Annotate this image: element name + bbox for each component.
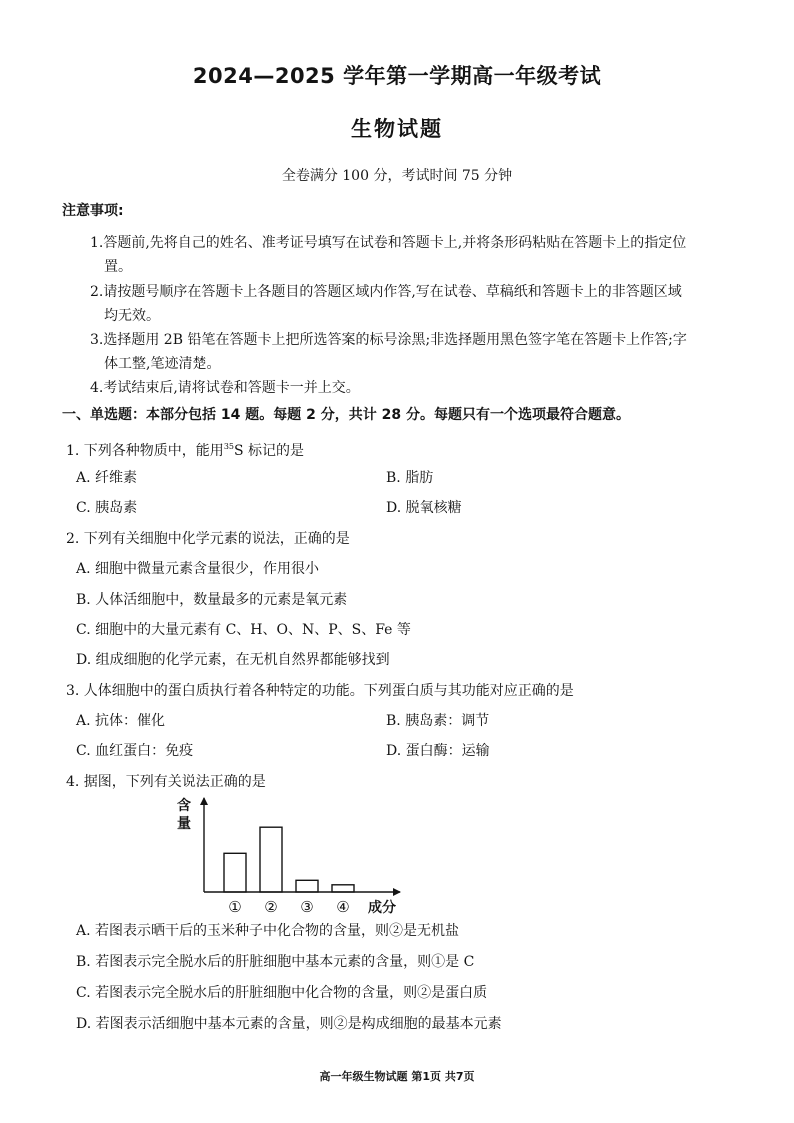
bar-3 <box>296 880 318 892</box>
question-3-option-b: B. 胰岛素：调节 <box>386 713 490 729</box>
question-4-option-b: B. 若图表示完全脱水后的肝脏细胞中基本元素的含量，则①是 C <box>76 954 475 970</box>
question-2-option-a: A. 细胞中微量元素含量很少，作用很小 <box>76 561 320 577</box>
notice-item-3-line-2: 体工整,笔迹清楚。 <box>104 356 221 372</box>
question-1-option-d: D. 脱氧核糖 <box>386 500 462 516</box>
notice-item-2-line-1: 2.请按题号顺序在答题卡上各题目的答题区域内作答,写在试卷、草稿纸和答题卡上的非答题区域 <box>90 284 682 300</box>
bar-1 <box>224 853 246 892</box>
question-1-option-a: A. 纤维素 <box>76 470 138 486</box>
exam-title: 2024—2025 学年第一学期高一年级考试 <box>192 64 602 88</box>
bar-2 <box>260 827 282 892</box>
x-axis-label: 成分 <box>368 900 396 916</box>
category-label-1: ① <box>228 898 242 916</box>
page-footer: 高一年级生物试题 第1页 共7页 <box>319 1070 475 1083</box>
exam-info: 全卷满分 100 分，考试时间 75 分钟 <box>281 168 513 184</box>
category-label-4: ④ <box>336 898 350 916</box>
question-4-bar-chart <box>170 792 420 920</box>
notice-item-1-line-1: 1.答题前,先将自己的姓名、准考证号填写在试卷和答题卡上,并将条形码粘贴在答题卡上的指定位 <box>90 235 687 251</box>
question-3-stem: 3. 人体细胞中的蛋白质执行着各种特定的功能。下列蛋白质与其功能对应正确的是 <box>66 683 574 699</box>
section-heading: 一、单选题：本部分包括 14 题。每题 2 分，共计 28 分。每题只有一个选项最符合题意。 <box>62 407 630 423</box>
question-4-option-a: A. 若图表示晒干后的玉米种子中化合物的含量，则②是无机盐 <box>76 923 460 939</box>
svg-text:量: 量 <box>177 816 191 832</box>
notice-item-2-line-2: 均无效。 <box>104 308 160 324</box>
question-2-option-b: B. 人体活细胞中，数量最多的元素是氧元素 <box>76 592 348 608</box>
bar-4 <box>332 885 354 892</box>
svg-text:含: 含 <box>177 798 191 814</box>
subject-title: 生物试题 <box>351 117 443 141</box>
question-2-option-c: C. 细胞中的大量元素有 C、H、O、N、P、S、Fe 等 <box>76 622 411 638</box>
question-2-stem: 2. 下列有关细胞中化学元素的说法，正确的是 <box>66 531 350 547</box>
question-1-option-c: C. 胰岛素 <box>76 500 138 516</box>
category-label-3: ③ <box>300 898 314 916</box>
category-label-2: ② <box>264 898 278 916</box>
question-4-option-d: D. 若图表示活细胞中基本元素的含量，则②是构成细胞的最基本元素 <box>76 1016 502 1032</box>
question-1-stem: 1. 下列各种物质中，能用$^{35}$S 标记的是 <box>66 442 305 459</box>
y-axis-label <box>177 797 191 832</box>
question-2-option-d: D. 组成细胞的化学元素，在无机自然界都能够找到 <box>76 652 390 668</box>
question-1-option-b: B. 脂肪 <box>386 470 434 486</box>
question-3-option-a: A. 抗体：催化 <box>76 713 166 729</box>
question-4-option-c: C. 若图表示完全脱水后的肝脏细胞中化合物的含量，则②是蛋白质 <box>76 985 488 1001</box>
question-3-option-c: C. 血红蛋白：免疫 <box>76 743 194 759</box>
notice-item-1-line-2: 置。 <box>104 259 132 275</box>
notice-item-4: 4.考试结束后,请将试卷和答题卡一并上交。 <box>90 380 360 396</box>
notice-heading: 注意事项: <box>62 203 124 219</box>
notice-item-3-line-1: 3.选择题用 2B 铅笔在答题卡上把所选答案的标号涂黑;非选择题用黑色签字笔在答题卡上作答;字 <box>90 332 687 348</box>
question-4-stem: 4. 据图，下列有关说法正确的是 <box>66 774 266 790</box>
question-3-option-d: D. 蛋白酶：运输 <box>386 743 490 759</box>
